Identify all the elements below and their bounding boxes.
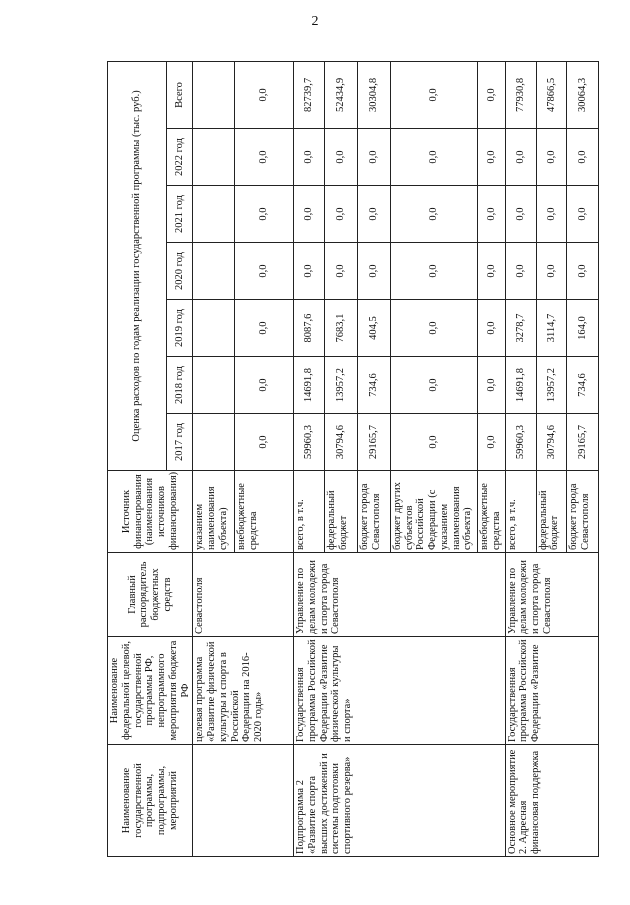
row-year-value: 0,0 xyxy=(536,186,567,243)
row-year-value: 14691,8 xyxy=(505,357,536,414)
row-year-value: 29165,7 xyxy=(567,414,599,471)
row-year-value: 0,0 xyxy=(235,357,294,414)
row-year-value: 0,0 xyxy=(357,243,390,300)
row-total: 30304,8 xyxy=(357,61,390,128)
row-year-value: 59960,3 xyxy=(294,414,325,471)
row-federal-program: Государственная программа Российской Федерации «Развитие xyxy=(505,637,599,745)
row-year-value: 0,0 xyxy=(478,414,505,471)
row-name: Подпрограмма 2 «Развитие спорта высших достижений и системы подготовки спортивного резерва» xyxy=(294,745,506,857)
row-year-value: 13957,2 xyxy=(536,357,567,414)
table-row xyxy=(505,61,536,856)
row-year-value: 3278,7 xyxy=(505,300,536,357)
row-year-value: 0,0 xyxy=(505,129,536,186)
expenditure-table xyxy=(107,61,599,857)
row-year-value: 0,0 xyxy=(324,186,357,243)
row-year-value: 0,0 xyxy=(567,186,599,243)
row-year-value xyxy=(193,414,235,471)
row-total: 0,0 xyxy=(390,61,478,128)
row-total: 82739,7 xyxy=(294,61,325,128)
header-total: Всего xyxy=(166,61,193,128)
row-total: 30064,3 xyxy=(567,61,599,128)
row-total: 0,0 xyxy=(478,61,505,128)
row-source: бюджет города Севастополя xyxy=(567,471,599,553)
header-year: 2022 год xyxy=(166,129,193,186)
row-year-value: 404,5 xyxy=(357,300,390,357)
row-distributor: Севастополя xyxy=(193,553,294,637)
row-year-value: 0,0 xyxy=(294,186,325,243)
row-year-value: 0,0 xyxy=(505,243,536,300)
row-distributor: Управление по делам молодежи и спорта города Севастополя xyxy=(505,553,599,637)
header-year: 2018 год xyxy=(166,357,193,414)
row-year-value xyxy=(193,186,235,243)
row-year-value: 734,6 xyxy=(567,357,599,414)
row-year-value: 0,0 xyxy=(235,414,294,471)
table-row xyxy=(193,61,235,856)
row-year-value: 59960,3 xyxy=(505,414,536,471)
header-federal-program: Наименование федеральной целевой, государственной программы РФ, непрограммного мероприятия бюджета РФ xyxy=(108,637,193,745)
row-year-value xyxy=(193,357,235,414)
row-source: указанием наименования субъекта) xyxy=(193,471,235,553)
row-source: внебюджетные средства xyxy=(478,471,505,553)
header-estimate: Оценка расходов по годам реализации государственной программы (тыс. руб.) xyxy=(108,61,167,470)
header-year: 2020 год xyxy=(166,243,193,300)
row-source: бюджет города Севастополя xyxy=(357,471,390,553)
row-year-value: 0,0 xyxy=(390,186,478,243)
row-source: бюджет других субъектов Российской Федерации (с указанием наименования субъекта) xyxy=(390,471,478,553)
row-year-value: 0,0 xyxy=(478,300,505,357)
row-year-value: 0,0 xyxy=(235,300,294,357)
row-year-value: 0,0 xyxy=(390,129,478,186)
row-source: федеральный бюджет xyxy=(324,471,357,553)
row-year-value xyxy=(193,129,235,186)
row-distributor: Управление по делам молодежи и спорта города Севастополя xyxy=(294,553,506,637)
row-year-value: 30794,6 xyxy=(536,414,567,471)
row-year-value: 0,0 xyxy=(235,129,294,186)
row-year-value: 0,0 xyxy=(357,129,390,186)
row-year-value: 0,0 xyxy=(294,243,325,300)
header-year: 2019 год xyxy=(166,300,193,357)
row-year-value: 30794,6 xyxy=(324,414,357,471)
row-year-value xyxy=(193,300,235,357)
row-source: всего, в т.ч. xyxy=(505,471,536,553)
page-number: 2 xyxy=(311,14,319,29)
row-year-value: 0,0 xyxy=(235,243,294,300)
row-year-value: 734,6 xyxy=(357,357,390,414)
row-year-value: 0,0 xyxy=(294,129,325,186)
row-source: федеральный бюджет xyxy=(536,471,567,553)
row-year-value: 7683,1 xyxy=(324,300,357,357)
row-year-value: 0,0 xyxy=(357,186,390,243)
row-year-value: 0,0 xyxy=(478,186,505,243)
row-year-value: 29165,7 xyxy=(357,414,390,471)
table-row xyxy=(294,61,325,856)
row-source: всего, в т.ч. xyxy=(294,471,325,553)
row-federal-program: целевая программа «Развитие физической культуры и спорта в Российской Федерации на 2016-2020 годы» xyxy=(193,637,294,745)
row-year-value: 0,0 xyxy=(478,243,505,300)
row-year-value: 0,0 xyxy=(567,243,599,300)
row-year-value: 0,0 xyxy=(324,243,357,300)
row-year-value: 0,0 xyxy=(536,129,567,186)
row-year-value: 13957,2 xyxy=(324,357,357,414)
header-distributor: Главный распорядитель бюджетных средств xyxy=(108,553,193,637)
row-source: внебюджетные средства xyxy=(235,471,294,553)
row-year-value: 0,0 xyxy=(390,357,478,414)
row-year-value: 0,0 xyxy=(235,186,294,243)
row-year-value: 8087,6 xyxy=(294,300,325,357)
row-year-value: 0,0 xyxy=(505,186,536,243)
header-year: 2017 год xyxy=(166,414,193,471)
row-year-value: 0,0 xyxy=(390,300,478,357)
header-year: 2021 год xyxy=(166,186,193,243)
row-year-value: 0,0 xyxy=(390,414,478,471)
header-name: Наименование государственной программы, подпрограммы, мероприятий xyxy=(108,745,193,857)
row-year-value: 0,0 xyxy=(536,243,567,300)
row-year-value: 14691,8 xyxy=(294,357,325,414)
row-year-value: 0,0 xyxy=(324,129,357,186)
row-name xyxy=(193,745,294,857)
row-year-value: 164,0 xyxy=(567,300,599,357)
row-total: 0,0 xyxy=(235,61,294,128)
row-federal-program: Государственная программа Российской Федерации «Развитие физической культуры и спорта» xyxy=(294,637,506,745)
row-year-value: 0,0 xyxy=(478,129,505,186)
row-total xyxy=(193,61,235,128)
row-year-value xyxy=(193,243,235,300)
row-year-value: 0,0 xyxy=(390,243,478,300)
rotated-table-container xyxy=(107,62,592,857)
row-name: Основное мероприятие 2. Адресная финансовая поддержка xyxy=(505,745,599,857)
row-year-value: 3114,7 xyxy=(536,300,567,357)
row-total: 77930,8 xyxy=(505,61,536,128)
row-year-value: 0,0 xyxy=(478,357,505,414)
row-total: 52434,9 xyxy=(324,61,357,128)
table-body xyxy=(193,61,599,856)
header-source: Источник финансирования (наименования источников финансирования) xyxy=(108,471,193,553)
row-year-value: 0,0 xyxy=(567,129,599,186)
row-total: 47866,5 xyxy=(536,61,567,128)
